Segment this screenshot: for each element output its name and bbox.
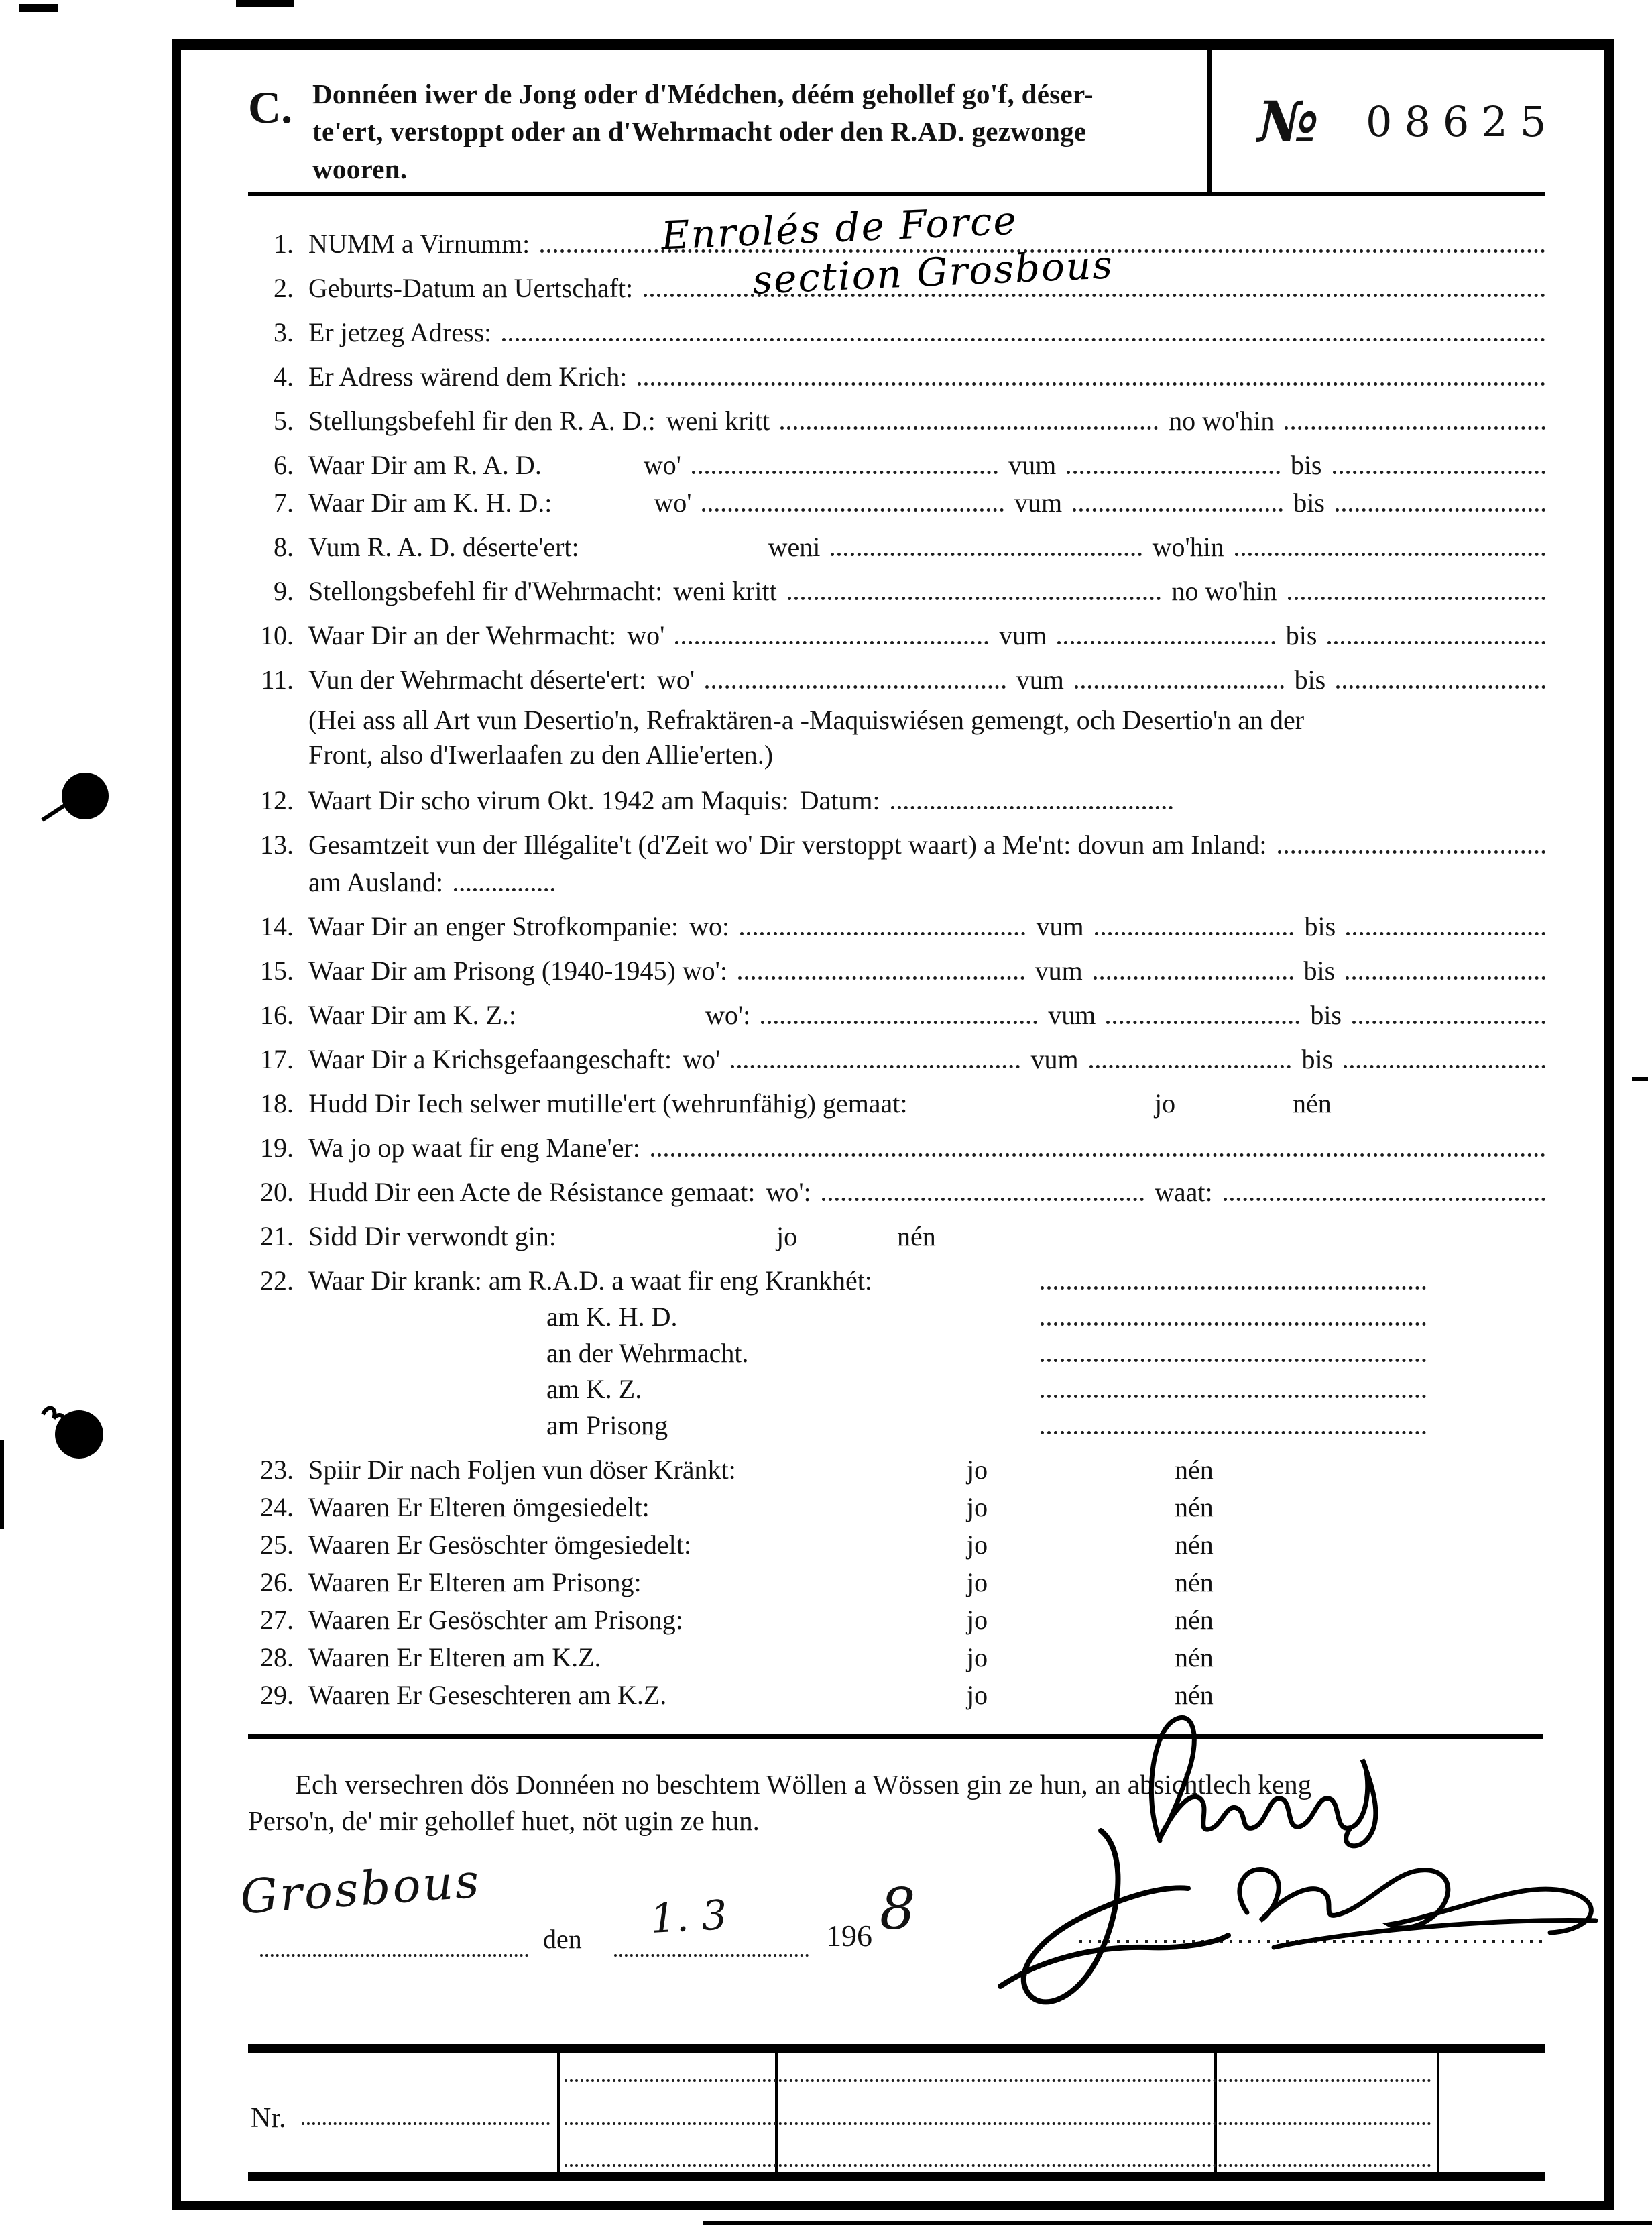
row-number: 21. <box>260 1221 294 1251</box>
row-label: Geburts-Datum an Uertschaft: <box>308 273 634 303</box>
row-fields <box>308 999 1545 1031</box>
form-title-line: wooren. <box>312 153 408 184</box>
form-row <box>248 1220 1545 1253</box>
dotted-field <box>731 1064 1020 1068</box>
date-line <box>181 1853 1604 1980</box>
row-label: vum <box>1008 450 1057 480</box>
row-label: Waaren Er Gesöschter am Prisong: <box>308 1605 683 1635</box>
option-jo: jo <box>967 1567 988 1597</box>
form-row <box>248 1604 1545 1636</box>
row-fields <box>308 866 1545 899</box>
row-label: Waart Dir scho virum Okt. 1942 am Maquis: <box>308 785 789 815</box>
row-number: 25. <box>260 1530 294 1560</box>
form-header <box>181 50 1604 192</box>
deserter-note <box>308 703 1545 773</box>
dotted-field <box>454 887 554 891</box>
row-label: Waaren Er Gesöschter ömgesiedelt: <box>308 1530 691 1560</box>
row-number: 23. <box>260 1454 294 1485</box>
row-number: 1. <box>274 229 294 259</box>
form-title <box>312 76 1177 192</box>
dotted-field <box>1336 507 1545 512</box>
row-label: Waaren Er Elteren am K.Z. <box>308 1642 601 1672</box>
form-rows <box>181 196 1604 1711</box>
row-fields <box>308 785 1545 817</box>
dotted-field <box>788 595 1161 600</box>
row-fields <box>308 1410 1545 1442</box>
row-fields <box>308 620 1545 652</box>
scan-artifact <box>0 1440 4 1529</box>
row-label: wo': <box>766 1177 811 1207</box>
table-dotted-row <box>565 2122 1431 2125</box>
row-number: 15. <box>260 956 294 986</box>
row-label: bis <box>1290 450 1322 480</box>
option-nen: nén <box>1175 1642 1214 1672</box>
row-label: bis <box>1301 1044 1334 1074</box>
handwritten-year-digit: 8 <box>880 1876 916 1942</box>
section-divider <box>248 1734 1543 1739</box>
dotted-field <box>1333 469 1546 474</box>
dotted-field <box>675 640 988 644</box>
row-number: 13. <box>260 830 294 860</box>
row-label: vum <box>1036 911 1084 941</box>
dotted-field <box>1041 1321 1426 1326</box>
table-dotted-row <box>565 2164 1431 2167</box>
row-label: vum <box>1048 1000 1096 1030</box>
form-row <box>248 1373 1545 1406</box>
handwritten-date: 1. 3 <box>649 1892 729 1943</box>
dotted-field <box>1224 1196 1545 1201</box>
dotted-field <box>1235 551 1545 556</box>
option-jo: jo <box>967 1492 988 1522</box>
dotted-field <box>831 551 1141 556</box>
row-label: Er Adress wärend dem Krich: <box>308 361 628 392</box>
row-fields <box>308 1373 1545 1406</box>
form-row <box>248 531 1545 563</box>
form-row <box>248 575 1545 608</box>
row-number: 22. <box>260 1265 294 1296</box>
row-number: 10. <box>260 620 294 650</box>
scan-artifact <box>236 0 294 7</box>
form-row <box>248 1679 1545 1711</box>
row-fields <box>308 1176 1545 1208</box>
row-label: vum <box>1014 488 1063 518</box>
row-number: 29. <box>260 1680 294 1710</box>
handwritten-entry: section Grosbous <box>751 241 1114 303</box>
form-row <box>248 1265 1545 1297</box>
row-label: Waaren Er Elteren am Prisong: <box>308 1567 642 1597</box>
dotted-field <box>1041 1285 1426 1290</box>
dotted-field <box>1336 684 1545 689</box>
dotted-field <box>822 1196 1144 1201</box>
row-label: wo' <box>683 1044 721 1074</box>
row-fields <box>308 664 1545 696</box>
form-row <box>248 405 1545 437</box>
declaration-line: Ech versechren dös Donnéen no beschtem Wöllen a Wössen gin ze hun, an absichtlech keng <box>295 1769 1312 1800</box>
dotted-field <box>1057 640 1275 644</box>
row-label: Vun der Wehrmacht déserte'ert: <box>308 665 646 695</box>
row-fields <box>308 1301 1545 1333</box>
row-label: wo' <box>654 488 692 518</box>
form-number-box <box>1207 50 1604 192</box>
form-row <box>248 911 1545 943</box>
deserter-note-line: Front, also d'Iwerlaafen zu den Allie'erten.) <box>308 740 774 770</box>
dotted-field <box>738 975 1024 980</box>
ink-blob <box>37 754 131 848</box>
row-label: wo' <box>656 665 695 695</box>
row-number: 24. <box>260 1492 294 1522</box>
option-nen: nén <box>1175 1605 1214 1635</box>
ink-blob <box>34 1391 127 1485</box>
row-fields <box>308 449 1545 481</box>
dotted-field <box>1346 931 1545 935</box>
dotted-field <box>1106 1019 1299 1024</box>
row-label: vum <box>1035 956 1083 986</box>
form-row <box>248 487 1545 519</box>
row-label: Waaren Er Elteren ömgesiedelt: <box>308 1492 650 1522</box>
row-label: Hudd Dir Iech selwer mutille'ert (wehrunfähig) gemaat: <box>308 1088 908 1119</box>
row-fields <box>308 1337 1545 1369</box>
dotted-field <box>644 241 1545 303</box>
row-label: bis <box>1293 488 1325 518</box>
row-fields <box>308 1566 1545 1599</box>
option-nen: nén <box>897 1221 936 1251</box>
dotted-field <box>1041 1393 1426 1398</box>
row-number: 27. <box>260 1605 294 1635</box>
row-number: 3. <box>274 317 294 347</box>
row-label: wo: <box>689 911 730 941</box>
dotted-field <box>1328 640 1545 644</box>
row-label: wo' <box>627 620 665 650</box>
table-divider <box>1437 2053 1439 2172</box>
row-fields <box>308 829 1545 861</box>
form-row <box>248 1410 1545 1442</box>
row-label: Waar Dir an der Wehrmacht: <box>308 620 617 650</box>
row-number: 20. <box>260 1177 294 1207</box>
row-label: bis <box>1294 665 1326 695</box>
form-row <box>248 999 1545 1031</box>
row-number: 12. <box>260 785 294 815</box>
row-number: 18. <box>260 1088 294 1119</box>
dotted-field <box>692 469 998 474</box>
dotted-field <box>1075 684 1284 689</box>
dotted-field <box>1041 1357 1426 1362</box>
row-label: Waar Dir krank: am R.A.D. a waat fir eng Krankhét: <box>308 1265 872 1296</box>
row-label: waat: <box>1155 1177 1213 1207</box>
form-title-line: Donnéen iwer de Jong oder d'Médchen, déém gehollef go'f, déser- <box>312 78 1094 109</box>
row-fields <box>308 405 1545 437</box>
table-divider <box>1214 2053 1217 2172</box>
option-nen: nén <box>1175 1530 1214 1560</box>
row-label: am K. Z. <box>546 1374 642 1404</box>
date-dotted-field <box>614 1954 809 1957</box>
row-fields <box>308 955 1545 987</box>
row-fields <box>308 911 1545 943</box>
row-label: vum <box>1030 1044 1079 1074</box>
row-number: 26. <box>260 1567 294 1597</box>
form-title-line: te'ert, verstoppt oder an d'Wehrmacht oder den R.AD. gezwonge <box>312 115 1087 147</box>
row-number: 7. <box>274 488 294 518</box>
row-label: wo'hin <box>1152 532 1224 562</box>
row-number: 5. <box>274 406 294 436</box>
scan-artifact <box>703 2221 1652 2225</box>
row-label: Hudd Dir een Acte de Résistance gemaat: <box>308 1177 756 1207</box>
numero-sign: № <box>1257 88 1319 155</box>
dotted-field <box>1344 1064 1545 1068</box>
dotted-field <box>651 1152 1545 1157</box>
declaration-line: Perso'n, de' mir gehollef huet, nöt ugin ze hun. <box>248 1805 760 1836</box>
form-row <box>248 361 1545 393</box>
form-row <box>248 1301 1545 1333</box>
form-row <box>248 317 1545 349</box>
year-printed: 196 <box>826 1919 872 1953</box>
row-fields <box>308 1529 1545 1561</box>
handwritten-entry: Enrolés de Force <box>660 197 1019 259</box>
row-number: 28. <box>260 1642 294 1672</box>
handwritten-place: Grosbous <box>238 1853 483 1925</box>
row-label: Stellungsbefehl fir den R. A. D.: <box>308 406 656 436</box>
dotted-field <box>1067 469 1280 474</box>
row-fields <box>308 1679 1545 1711</box>
dotted-field <box>761 1019 1037 1024</box>
row-label: vum <box>999 620 1047 650</box>
form-row <box>248 1088 1545 1120</box>
row-label: Wa jo op waat fir eng Mane'er: <box>308 1133 640 1163</box>
option-nen: nén <box>1175 1680 1214 1710</box>
row-number: 6. <box>274 450 294 480</box>
dotted-field <box>1288 595 1545 600</box>
dotted-field <box>1073 507 1283 512</box>
row-number: 14. <box>260 911 294 941</box>
row-fields <box>308 575 1545 608</box>
declaration <box>248 1766 1545 1839</box>
row-fields <box>308 361 1545 393</box>
row-label: Waar Dir am K. Z.: <box>308 1000 516 1030</box>
dotted-field <box>1041 1430 1426 1434</box>
row-label: Datum: <box>799 785 880 815</box>
row-fields <box>308 1132 1545 1164</box>
row-label: am K. H. D. <box>546 1302 678 1332</box>
form-row <box>248 449 1545 481</box>
form-row <box>248 955 1545 987</box>
form-row <box>248 620 1545 652</box>
option-jo: jo <box>967 1605 988 1635</box>
row-label: Waar Dir am Prisong (1940-1945) wo': <box>308 956 727 986</box>
dotted-field <box>1352 1019 1545 1024</box>
dotted-field <box>502 337 1545 341</box>
row-fields <box>308 1088 1545 1120</box>
dotted-field <box>1346 975 1545 980</box>
row-label: weni kritt <box>673 576 777 606</box>
option-jo: jo <box>1155 1088 1176 1119</box>
option-nen: nén <box>1175 1492 1214 1522</box>
option-nen: nén <box>1293 1088 1332 1119</box>
option-jo: jo <box>967 1454 988 1485</box>
dotted-field <box>740 931 1025 935</box>
form-row <box>248 1337 1545 1369</box>
dotted-field <box>780 425 1158 430</box>
form-row <box>248 1043 1545 1076</box>
row-number: 11. <box>261 665 294 695</box>
row-label: Waar Dir an enger Strofkompanie: <box>308 911 679 941</box>
table-divider <box>557 2053 560 2172</box>
dotted-field <box>1095 931 1294 935</box>
row-label: weni <box>768 532 821 562</box>
row-fields <box>308 1491 1545 1524</box>
dotted-field <box>891 805 1173 809</box>
row-label: am Prisong <box>546 1410 668 1440</box>
row-label: Spiir Dir nach Foljen vun döser Kränkt: <box>308 1454 736 1485</box>
bottom-table <box>248 2044 1545 2181</box>
row-fields <box>308 1642 1545 1674</box>
option-nen: nén <box>1175 1567 1214 1597</box>
row-fields <box>308 1265 1545 1297</box>
form-row <box>248 1132 1545 1164</box>
row-label: vum <box>1016 665 1064 695</box>
deserter-note-line: (Hei ass all Art vun Desertio'n, Refraktären-a -Maquiswiésen gemengt, och Desertio'n an der <box>308 705 1305 735</box>
row-label: Waar Dir a Krichsgefaangeschaft: <box>308 1044 672 1074</box>
form-row <box>248 866 1545 899</box>
row-label: weni kritt <box>666 406 770 436</box>
option-nen: nén <box>1175 1454 1214 1485</box>
row-label: bis <box>1310 1000 1342 1030</box>
header-text-block <box>181 50 1207 192</box>
option-jo: jo <box>967 1642 988 1672</box>
row-fields <box>308 1220 1545 1253</box>
dotted-field <box>1094 975 1293 980</box>
form-row <box>248 1566 1545 1599</box>
row-number: 17. <box>260 1044 294 1074</box>
row-label: no wo'hin <box>1169 406 1275 436</box>
row-label: Stellongsbefehl fir d'Wehrmacht: <box>308 576 663 606</box>
row-label: Waar Dir am K. H. D.: <box>308 488 552 518</box>
dotted-field <box>638 381 1545 386</box>
option-jo: jo <box>967 1680 988 1710</box>
row-fields <box>308 1604 1545 1636</box>
row-label: Sidd Dir verwondt gin: <box>308 1221 556 1251</box>
row-label: Waaren Er Geseschteren am K.Z. <box>308 1680 667 1710</box>
option-jo: jo <box>776 1221 798 1251</box>
row-label: bis <box>1285 620 1317 650</box>
row-label: Gesamtzeit vun der Illégalite't (d'Zeit wo' Dir verstoppt waart) a Me'nt: dovun am Inland: <box>308 830 1267 860</box>
nr-dotted-field <box>302 2122 550 2125</box>
row-label: wo': <box>705 1000 751 1030</box>
row-number: 4. <box>274 361 294 392</box>
scan-artifact <box>19 4 58 12</box>
form-row <box>248 829 1545 861</box>
dotted-field <box>702 507 1004 512</box>
form-row <box>248 1491 1545 1524</box>
form-row <box>248 1642 1545 1674</box>
option-jo: jo <box>967 1530 988 1560</box>
row-number: 9. <box>274 576 294 606</box>
dotted-field <box>1278 849 1545 854</box>
row-fields <box>308 1043 1545 1076</box>
dotted-field <box>705 684 1006 689</box>
row-label: Waar Dir am R. A. D. <box>308 450 542 480</box>
row-number: 16. <box>260 1000 294 1030</box>
form-frame <box>172 39 1614 2210</box>
row-fields <box>308 531 1545 563</box>
row-label: bis <box>1303 956 1336 986</box>
nr-label: Nr. <box>251 2103 286 2134</box>
row-fields <box>308 317 1545 349</box>
row-label: an der Wehrmacht. <box>546 1338 749 1368</box>
row-number: 8. <box>274 532 294 562</box>
section-letter: C. <box>248 82 293 133</box>
row-label: bis <box>1304 911 1336 941</box>
place-dotted-field <box>260 1954 528 1957</box>
row-label: am Ausland: <box>308 867 444 897</box>
dotted-field <box>1089 1064 1291 1068</box>
form-row <box>248 1176 1545 1208</box>
row-label: Vum R. A. D. déserte'ert: <box>308 532 579 562</box>
form-row <box>248 664 1545 696</box>
form-number-value: 08625 <box>1366 97 1559 146</box>
den-label: den <box>543 1924 582 1954</box>
row-fields <box>308 487 1545 519</box>
form-row <box>248 785 1545 817</box>
row-label: wo' <box>643 450 681 480</box>
table-dotted-row <box>565 2079 1431 2082</box>
table-divider <box>775 2053 778 2172</box>
row-number: 2. <box>274 273 294 303</box>
row-number: 19. <box>260 1133 294 1163</box>
row-label: no wo'hin <box>1171 576 1277 606</box>
row-label: Er jetzeg Adress: <box>308 317 492 347</box>
dotted-field <box>1285 425 1545 430</box>
scan-artifact <box>1632 1077 1648 1081</box>
form-row <box>248 1454 1545 1486</box>
form-row <box>248 1529 1545 1561</box>
row-fields <box>308 1454 1545 1486</box>
row-label: NUMM a Virnumm: <box>308 229 530 259</box>
